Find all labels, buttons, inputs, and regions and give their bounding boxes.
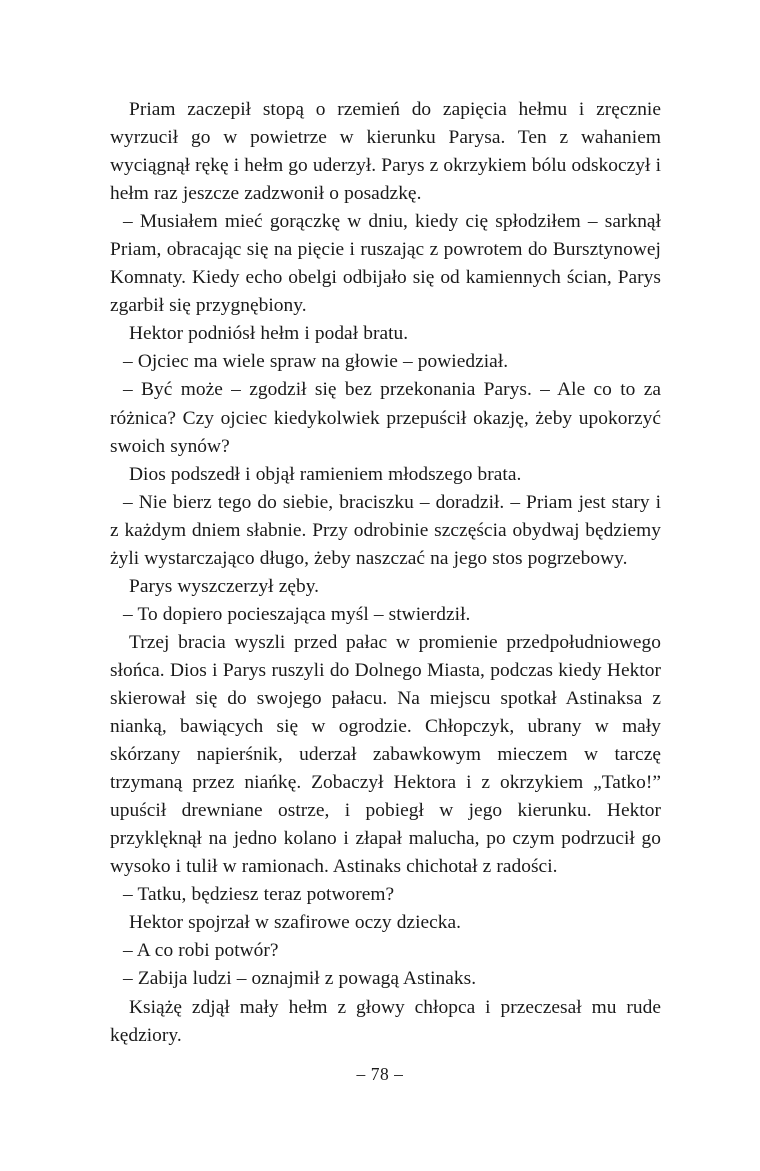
paragraph: Hektor spojrzał w szafirowe oczy dziecka. bbox=[129, 912, 462, 934]
page-number: – 78 – bbox=[356, 1064, 404, 1084]
paragraph: – Nie bierz tego do siebie, braciszku – doradził. – Priam jest stary i z każdym dniem słabnie. Przy odrobinie szczęścia obydwaj będziemy żyli wystarczająco długo, żeby naszczać na jego stos pogrzebowy. bbox=[110, 491, 661, 569]
paragraph: – Zabija ludzi – oznajmił z powagą Astinaks. bbox=[123, 968, 477, 990]
paragraph: – Musiałem mieć gorączkę w dniu, kiedy cię spłodziłem – sarknął Priam, obracając się na pięcie i ruszając z powrotem do Bursztynowej Komnaty. Kiedy echo obelgi odbijało się od kamiennych ścian, Parys zgarbił się przygnębiony. bbox=[110, 211, 661, 317]
paragraph: Dios podszedł i objął ramieniem młodszego brata. bbox=[129, 463, 522, 485]
paragraph: Parys wyszczerzył zęby. bbox=[129, 575, 320, 597]
paragraph: – Tatku, będziesz teraz potworem? bbox=[123, 884, 395, 906]
paragraph: Trzej bracia wyszli przed pałac w promienie przedpołudniowego słońca. Dios i Parys ruszyli do Dolnego Miasta, podczas kiedy Hektor skierował się do swojego pałacu. Na miejscu spotkał Astinaksa z nianką, bawiących się w ogrodzie. Chłopczyk, ubrany w mały skórzany napierśnik, uderzał zabawkowym mieczem w tarczę trzymaną przez niańkę. Zobaczył Hektora i z okrzykiem „Tatko!” upuścił drewniane ostrze, i pobiegł w jego kierunku. Hektor przyklęknął na jedno kolano i złapał malucha, po czym podrzucił go wysoko i tulił w ramionach. Astinaks chichotał z radości. bbox=[110, 631, 661, 878]
page-text-body bbox=[110, 96, 661, 1050]
paragraph: Priam zaczepił stopą o rzemień do zapięcia hełmu i zręcznie wyrzucił go w powietrze w kierunku Parysa. Ten z wahaniem wyciągnął rękę i hełm go uderzył. Parys z okrzykiem bólu odskoczył i hełm raz jeszcze zadzwonił o posadzkę. bbox=[110, 99, 661, 205]
paragraph: – Ojciec ma wiele spraw na głowie – powiedział. bbox=[123, 351, 509, 373]
paragraph: Książę zdjął mały hełm z głowy chłopca i przeczesał mu rude kędziory. bbox=[110, 996, 661, 1046]
paragraph: – A co robi potwór? bbox=[123, 940, 279, 962]
paragraph: – To dopiero pocieszająca myśl – stwierdził. bbox=[123, 603, 471, 625]
paragraph: Hektor podniósł hełm i podał bratu. bbox=[129, 323, 409, 345]
paragraph: – Być może – zgodził się bez przekonania Parys. – Ale co to za różnica? Czy ojciec kiedykolwiek przepuścił okazję, żeby upokorzyć swoich synów? bbox=[110, 379, 661, 457]
